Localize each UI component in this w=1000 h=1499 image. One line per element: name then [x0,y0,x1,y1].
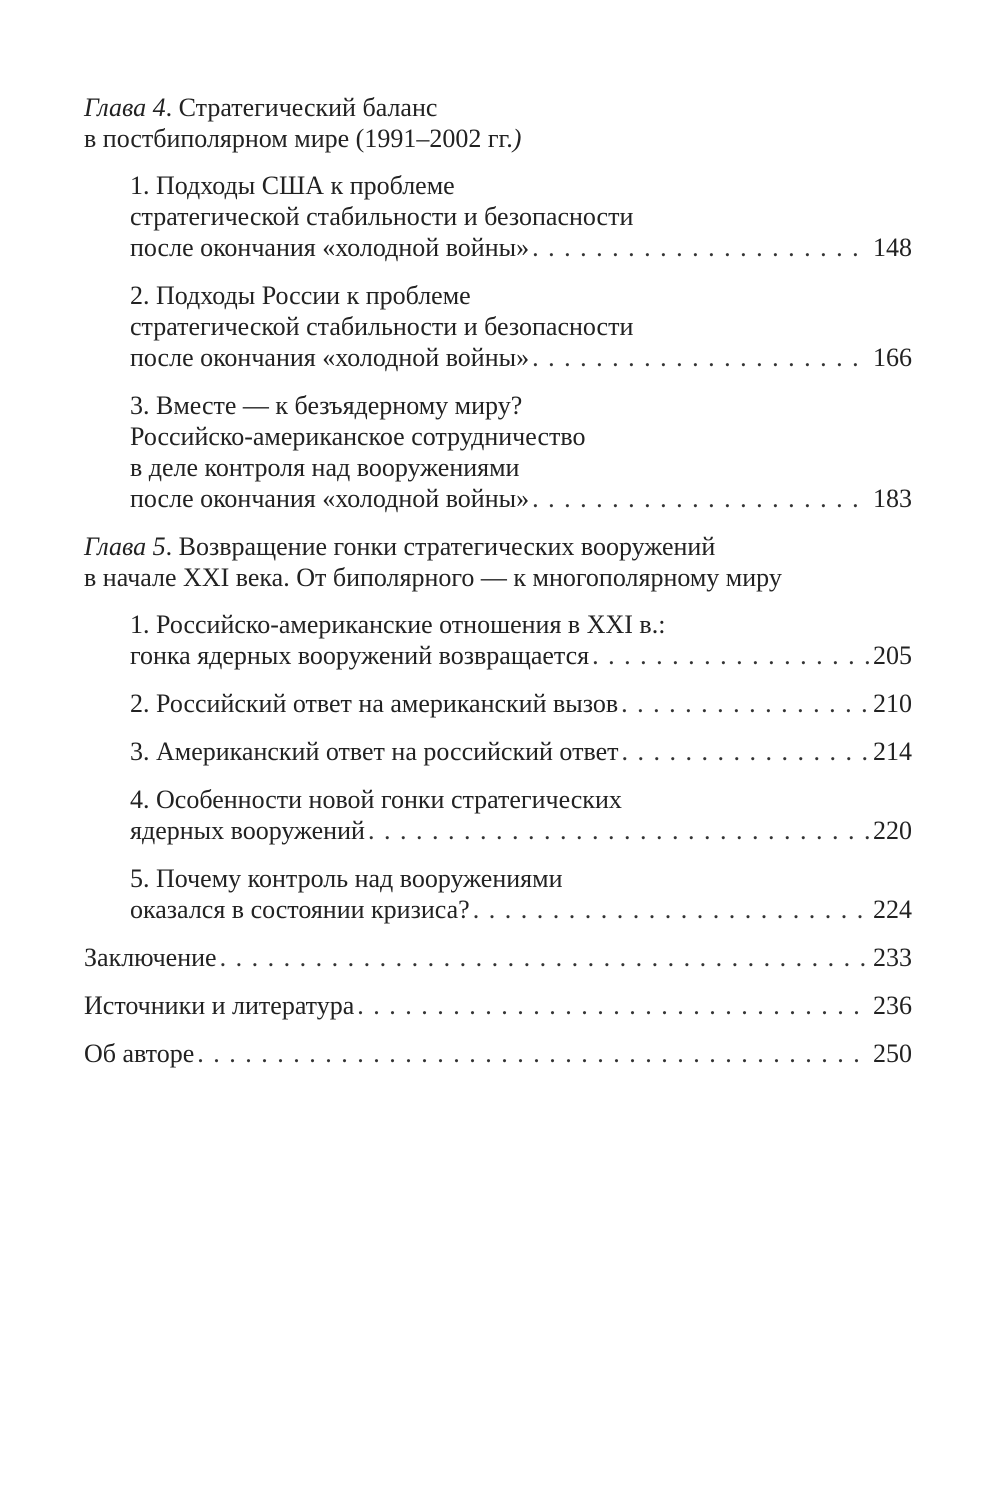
toc-entry-text: 2. Российский ответ на американский вызов [130,689,619,718]
page-number: 183 [873,484,912,513]
toc-entry [130,280,912,373]
chapter-5-title [84,531,912,593]
toc-entry-text: после окончания «холодной войны» [130,233,530,262]
chapter-4-title-text-2: в постбиполярном мире (1991–2002 гг. [84,124,513,153]
dot-leader [532,232,869,263]
page-number: 148 [873,233,912,262]
toc-entry-text: оказался в состоянии кризиса? [130,895,470,924]
dot-leader [592,640,869,671]
chapter-4 [84,92,912,514]
toc-entry-text: ядерных вооружений [130,816,365,845]
chapter-4-title-line-1 [84,92,912,123]
chapter-4-title-text-1: . Стратегический баланс [165,93,438,122]
toc-entry [130,170,912,263]
dot-leader [197,1038,869,1069]
toc-entry-line: 5. Почему контроль над вооружениями [130,864,563,893]
toc-entry-line: 4. Особенности новой гонки стратегических [130,785,622,814]
page-number: 250 [873,1039,912,1068]
toc-entry-last-line [130,815,912,846]
chapter-5 [84,531,912,925]
chapter-5-title-text-1: . Возвращение гонки стратегических вооружений [165,532,716,561]
toc-entry [130,863,912,925]
chapter-4-title-line-2 [84,123,912,154]
toc-entry-text: после окончания «холодной войны» [130,484,530,513]
page-number: 224 [873,895,912,924]
chapter-5-title-line-1 [84,531,912,562]
toc-entry-line: стратегической стабильности и безопасности [130,312,634,341]
toc-entry-line: 3. Вместе — к безъядерному миру? [130,391,523,420]
toc-entry [130,736,912,767]
dot-leader [621,688,869,719]
toc-entry-text: гонка ядерных вооружений возвращается [130,641,590,670]
toc-entry-last-line [130,342,912,373]
dot-leader [473,894,869,925]
toc-entry-line: стратегической стабильности и безопасности [130,202,634,231]
chapter-5-title-line-2: в начале XXI века. От биполярного — к многополярному миру [84,563,782,592]
dot-leader [220,942,869,973]
chapter-4-title-tail: ) [512,124,522,153]
toc-entry [130,688,912,719]
toc-entry-last-line [130,736,912,767]
toc-entry-text: Об авторе [84,1039,195,1068]
toc-entry-text: после окончания «холодной войны» [130,343,530,372]
toc-entry [130,784,912,846]
toc-entry-about-author [84,1038,912,1069]
toc-entry-line: 1. Российско-американские отношения в XXI в.: [130,610,666,639]
toc-entry-line: в деле контроля над вооружениями [130,453,520,482]
toc-entry-line: 1. Подходы США к проблеме [130,171,455,200]
toc-entry-line: Российско-американское сотрудничество [130,422,586,451]
dot-leader [368,815,869,846]
toc-entry-text: Источники и литература [84,991,355,1020]
page-number: 220 [873,816,912,845]
toc-entry [130,390,912,514]
toc-entry-line: 2. Подходы России к проблеме [130,281,471,310]
chapter-5-label: Глава 5 [84,532,166,561]
toc-entry-sources [84,990,912,1021]
page-number: 233 [873,943,912,972]
table-of-contents [84,92,912,1086]
chapter-5-sections [84,609,912,925]
chapter-4-title [84,92,912,154]
page-number: 214 [873,737,912,766]
toc-entry-last-line [130,640,912,671]
dot-leader [532,342,869,373]
dot-leader [621,736,869,767]
page-number: 166 [873,343,912,372]
page-number: 236 [873,991,912,1020]
chapter-4-label: Глава 4 [84,93,166,122]
toc-entry-text: 3. Американский ответ на российский ответ [130,737,619,766]
chapter-4-sections [84,170,912,514]
toc-entry-last-line [130,688,912,719]
toc-entry-text: Заключение [84,943,217,972]
toc-entry-last-line [130,483,912,514]
dot-leader [357,990,869,1021]
toc-entry-last-line [130,894,912,925]
toc-entry-last-line [130,232,912,263]
page-number: 205 [873,641,912,670]
toc-entry [130,609,912,671]
toc-entry-conclusion [84,942,912,973]
dot-leader [532,483,869,514]
page-number: 210 [873,689,912,718]
